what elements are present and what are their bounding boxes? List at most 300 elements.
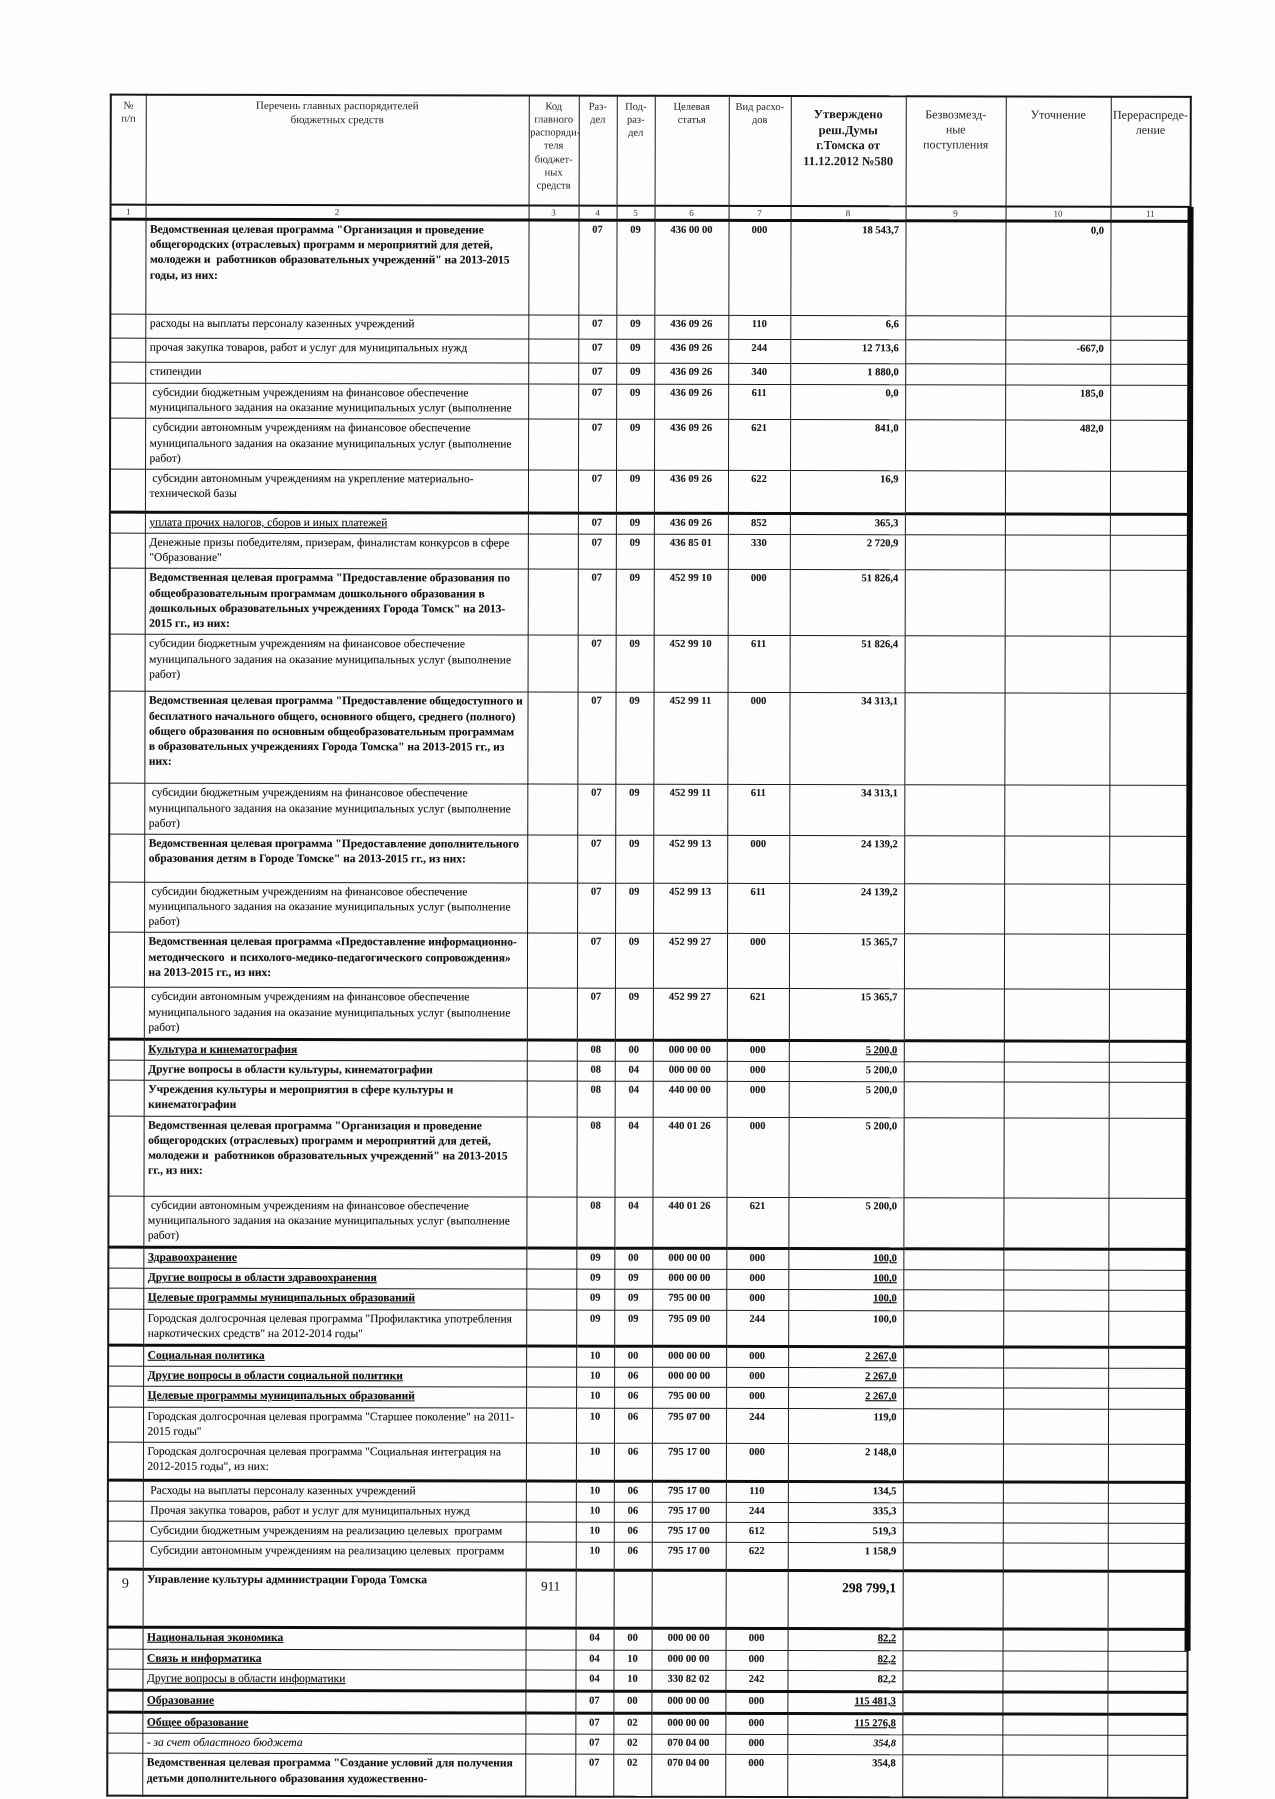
redistribution-cell bbox=[1108, 1347, 1188, 1368]
grbs-code-cell bbox=[526, 1117, 576, 1197]
adjustment-cell bbox=[1004, 934, 1109, 989]
target-article-cell: 452 99 11 bbox=[653, 693, 727, 785]
adjustment-cell bbox=[1003, 1347, 1108, 1368]
expense-name-cell: Расходы на выплаты персоналу казенных учреждений bbox=[143, 1480, 526, 1502]
table-row bbox=[108, 1247, 1188, 1270]
approved-amount-cell: 354,8 bbox=[787, 1735, 902, 1755]
row-number-cell bbox=[109, 1060, 144, 1080]
target-article-cell: 070 04 00 bbox=[651, 1755, 725, 1797]
row-number-cell bbox=[108, 1289, 143, 1309]
target-article-cell: 070 04 00 bbox=[651, 1734, 725, 1754]
podrazdel-cell: 09 bbox=[614, 1269, 652, 1289]
expense-type-cell: 622 bbox=[726, 1543, 788, 1571]
table-row bbox=[109, 988, 1189, 1042]
expense-type-cell: 852 bbox=[728, 513, 790, 534]
redistribution-cell bbox=[1110, 316, 1190, 340]
gratuitous-receipts-cell bbox=[902, 1670, 1002, 1691]
row-number-cell bbox=[107, 1754, 142, 1796]
approved-amount-cell: 15 365,7 bbox=[789, 989, 904, 1041]
podrazdel-cell: 00 bbox=[613, 1691, 651, 1713]
grbs-code-cell bbox=[525, 1754, 575, 1796]
expense-type-cell: 000 bbox=[726, 1270, 788, 1290]
row-number-cell bbox=[108, 1442, 143, 1480]
approved-amount-cell: 5 200,0 bbox=[788, 1197, 903, 1249]
redistribution-cell bbox=[1108, 1630, 1188, 1651]
redistribution-cell bbox=[1110, 221, 1190, 316]
table-row bbox=[108, 1289, 1188, 1311]
approved-amount-cell: 51 826,4 bbox=[790, 570, 905, 636]
expense-name-cell: Субсидии автономным учреждениям на реализацию целевых программ bbox=[143, 1542, 526, 1571]
expense-type-cell: 000 bbox=[726, 1368, 788, 1388]
redistribution-cell bbox=[1109, 836, 1189, 884]
column-header-2: Перечень главных распорядителей бюджетных средств bbox=[146, 95, 529, 206]
expense-name-cell: субсидии бюджетным учреждениям на финансовое обеспечение муниципального задания на оказание муниципальных услуг (выполнение bbox=[145, 383, 528, 419]
redistribution-cell bbox=[1109, 935, 1189, 990]
podrazdel-cell: 06 bbox=[614, 1388, 652, 1408]
razdel-cell: 07 bbox=[577, 883, 615, 934]
podrazdel-cell: 04 bbox=[615, 1081, 653, 1116]
target-article-cell: 452 99 13 bbox=[653, 835, 727, 883]
redistribution-cell bbox=[1107, 1692, 1187, 1714]
redistribution-cell bbox=[1110, 385, 1190, 421]
redistribution-cell bbox=[1107, 1756, 1187, 1798]
grbs-code-cell bbox=[527, 988, 577, 1040]
approved-amount-cell: 5 200,0 bbox=[789, 1062, 904, 1082]
gratuitous-receipts-cell bbox=[905, 385, 1005, 421]
gratuitous-receipts-cell bbox=[903, 1650, 1003, 1670]
grbs-code-cell bbox=[528, 384, 578, 419]
expense-name-cell: Целевые программы муниципальных образований bbox=[143, 1387, 526, 1408]
expense-type-cell: 000 bbox=[726, 1290, 788, 1310]
approved-amount-cell: 34 313,1 bbox=[789, 693, 904, 785]
podrazdel-cell: 09 bbox=[615, 934, 653, 989]
table-row bbox=[108, 1407, 1188, 1445]
expense-name-cell: Культура и кинематография bbox=[144, 1039, 527, 1061]
podrazdel-cell: 10 bbox=[614, 1650, 652, 1670]
column-number-2: 2 bbox=[146, 205, 529, 220]
table-row bbox=[109, 1060, 1189, 1082]
row-number-cell bbox=[110, 469, 145, 512]
table-row bbox=[108, 1541, 1188, 1571]
razdel-cell: 10 bbox=[576, 1522, 614, 1542]
table-row bbox=[108, 1627, 1188, 1650]
podrazdel-cell: 09 bbox=[616, 315, 654, 339]
expense-type-cell: 000 bbox=[727, 835, 789, 883]
expense-type-cell: 000 bbox=[726, 1249, 788, 1270]
adjustment-cell bbox=[1005, 535, 1110, 571]
target-article-cell: 330 82 02 bbox=[651, 1670, 725, 1691]
approved-amount-cell: 2 720,9 bbox=[790, 535, 905, 571]
row-number-cell bbox=[108, 1407, 143, 1442]
column-header-3: Код главного распоряди- теля бюджет- ных средств bbox=[529, 96, 579, 206]
expense-name-cell: Здравоохранение bbox=[143, 1247, 526, 1269]
expense-type-cell: 622 bbox=[728, 470, 790, 513]
grbs-code-cell bbox=[525, 1734, 575, 1754]
redistribution-cell bbox=[1109, 694, 1189, 786]
approved-amount-cell: 82,2 bbox=[788, 1629, 903, 1650]
razdel-cell: 09 bbox=[576, 1310, 614, 1346]
target-article-cell: 795 17 00 bbox=[652, 1502, 726, 1522]
expense-type-cell: 000 bbox=[727, 1062, 789, 1082]
redistribution-cell bbox=[1109, 1062, 1189, 1082]
adjustment-cell bbox=[1003, 1523, 1108, 1543]
expense-name-cell: Другие вопросы в области информатики bbox=[142, 1669, 525, 1691]
razdel-cell: 10 bbox=[576, 1346, 614, 1367]
podrazdel-cell: 04 bbox=[614, 1197, 652, 1249]
redistribution-cell bbox=[1109, 1082, 1189, 1118]
gratuitous-receipts-cell bbox=[902, 1755, 1002, 1797]
redistribution-cell bbox=[1109, 990, 1189, 1042]
grbs-code-cell bbox=[528, 220, 578, 315]
podrazdel-cell: 00 bbox=[614, 1248, 652, 1269]
gratuitous-receipts-cell bbox=[903, 1270, 1003, 1290]
approved-amount-cell: 841,0 bbox=[790, 420, 905, 471]
expense-type-cell: 621 bbox=[726, 1197, 788, 1249]
adjustment-cell bbox=[1004, 989, 1109, 1041]
grbs-code-cell bbox=[526, 1310, 576, 1346]
expense-name-cell: прочая закупка товаров, работ и услуг для муниципальных нужд bbox=[145, 338, 528, 363]
grbs-code-cell bbox=[526, 1289, 576, 1309]
row-number-cell bbox=[110, 219, 145, 314]
adjustment-cell bbox=[1005, 316, 1110, 340]
target-article-cell: 000 00 00 bbox=[652, 1650, 726, 1670]
adjustment-cell bbox=[1003, 1444, 1108, 1482]
razdel-cell: 08 bbox=[577, 1081, 615, 1116]
adjustment-cell: -667,0 bbox=[1005, 340, 1110, 364]
razdel-cell: 07 bbox=[578, 339, 616, 363]
redistribution-cell bbox=[1110, 471, 1190, 514]
gratuitous-receipts-cell bbox=[903, 1290, 1003, 1310]
row-number-cell bbox=[108, 1541, 143, 1569]
expense-name-cell: Прочая закупка товаров, работ и услуг для муниципальных нужд bbox=[143, 1501, 526, 1522]
razdel-cell: 07 bbox=[575, 1713, 613, 1734]
column-header-6: Целевая статья bbox=[655, 96, 729, 206]
podrazdel-cell: 09 bbox=[615, 883, 653, 934]
row-number-cell bbox=[108, 1366, 143, 1386]
redistribution-cell bbox=[1110, 637, 1190, 694]
table-row bbox=[108, 1649, 1188, 1671]
gratuitous-receipts-cell bbox=[905, 340, 1005, 364]
target-article-cell: 436 09 26 bbox=[654, 339, 728, 363]
table-row bbox=[110, 383, 1190, 421]
grbs-code-cell bbox=[526, 1443, 576, 1481]
expense-name-cell: расходы на выплаты персоналу казенных учреждений bbox=[145, 314, 528, 339]
expense-type-cell: 000 bbox=[727, 693, 789, 785]
table-row bbox=[109, 834, 1189, 884]
table-row bbox=[110, 338, 1190, 364]
razdel-cell: 09 bbox=[576, 1248, 614, 1269]
target-article-cell: 000 00 00 bbox=[653, 1040, 727, 1061]
expense-name-cell: субсидии бюджетным учреждениям на финансовое обеспечение муниципального задания на оказание муниципальных услуг (выполнение работ) bbox=[145, 635, 528, 693]
adjustment-cell bbox=[1004, 693, 1109, 785]
gratuitous-receipts-cell bbox=[903, 1197, 1003, 1249]
table-row bbox=[108, 1480, 1188, 1503]
row-number-cell bbox=[109, 692, 144, 784]
expense-name-cell: Социальная политика bbox=[143, 1345, 526, 1367]
razdel-cell: 04 bbox=[575, 1670, 613, 1691]
podrazdel-cell: 09 bbox=[616, 513, 654, 534]
adjustment-cell bbox=[1003, 1482, 1108, 1503]
grbs-code-cell bbox=[528, 315, 578, 339]
expense-type-cell: 110 bbox=[726, 1481, 788, 1502]
expense-type-cell: 242 bbox=[725, 1670, 787, 1691]
approved-amount-cell: 365,3 bbox=[790, 513, 905, 534]
grbs-code-cell bbox=[526, 1408, 576, 1443]
grbs-code-cell bbox=[528, 470, 578, 513]
redistribution-cell bbox=[1109, 1041, 1189, 1062]
target-article-cell: 452 99 10 bbox=[654, 636, 728, 693]
expense-name-cell: стипендии bbox=[145, 362, 528, 384]
razdel-cell: 07 bbox=[575, 1691, 613, 1713]
adjustment-cell bbox=[1003, 1651, 1108, 1671]
gratuitous-receipts-cell bbox=[905, 364, 1005, 385]
redistribution-cell bbox=[1109, 884, 1189, 935]
grbs-code-cell bbox=[528, 513, 578, 534]
redistribution-cell bbox=[1108, 1572, 1188, 1630]
adjustment-cell bbox=[1003, 1198, 1108, 1250]
razdel-cell: 07 bbox=[578, 470, 616, 513]
gratuitous-receipts-cell bbox=[905, 420, 1005, 471]
adjustment-cell bbox=[1005, 514, 1110, 535]
redistribution-cell bbox=[1108, 1291, 1188, 1311]
podrazdel-cell: 09 bbox=[616, 384, 654, 419]
column-header-7: Вид расхо- дов bbox=[729, 96, 791, 206]
razdel-cell: 07 bbox=[578, 384, 616, 419]
grbs-code-cell bbox=[527, 835, 577, 883]
adjustment-cell bbox=[1003, 1503, 1108, 1523]
podrazdel-cell: 02 bbox=[613, 1755, 651, 1797]
adjustment-cell bbox=[1005, 570, 1110, 636]
gratuitous-receipts-cell bbox=[902, 1735, 1002, 1755]
podrazdel-cell: 00 bbox=[614, 1346, 652, 1367]
row-number-cell bbox=[109, 834, 144, 882]
grbs-code-cell bbox=[526, 1542, 576, 1570]
table-row bbox=[107, 1669, 1187, 1692]
target-article-cell: 436 85 01 bbox=[654, 534, 728, 569]
row-number-cell bbox=[108, 1627, 143, 1648]
target-article-cell: 795 17 00 bbox=[652, 1481, 726, 1502]
table-row bbox=[109, 1080, 1189, 1118]
razdel-cell: 04 bbox=[576, 1650, 614, 1670]
row-number-cell bbox=[107, 1669, 142, 1690]
row-number-cell bbox=[109, 784, 144, 835]
gratuitous-receipts-cell bbox=[903, 1368, 1003, 1388]
row-number-cell bbox=[110, 512, 145, 533]
razdel-cell: 08 bbox=[577, 1040, 615, 1061]
gratuitous-receipts-cell bbox=[905, 535, 1005, 571]
razdel-cell: 08 bbox=[576, 1197, 614, 1249]
podrazdel-cell: 09 bbox=[615, 785, 653, 836]
target-article-cell: 436 09 26 bbox=[654, 470, 728, 513]
table-row bbox=[110, 219, 1190, 316]
redistribution-cell bbox=[1110, 535, 1190, 571]
target-article-cell: 000 00 00 bbox=[652, 1270, 726, 1290]
expense-name-cell: Ведомственная целевая программа "Организация и проведение общегородских (отраслевых) программ и мероприятий для детей, молодежи и работников образовательных учреждений" на 2013-2015 годы, из них: bbox=[145, 219, 528, 315]
target-article-cell: 795 17 00 bbox=[652, 1543, 726, 1571]
gratuitous-receipts-cell bbox=[903, 1388, 1003, 1408]
razdel-cell: 07 bbox=[577, 692, 615, 784]
expense-type-cell: 000 bbox=[725, 1755, 787, 1797]
adjustment-cell bbox=[1003, 1543, 1108, 1571]
redistribution-cell bbox=[1107, 1735, 1187, 1755]
table-row bbox=[110, 533, 1190, 571]
grbs-code-cell bbox=[528, 569, 578, 635]
adjustment-cell bbox=[1002, 1735, 1107, 1755]
row-number-cell bbox=[110, 635, 145, 692]
razdel-cell: 10 bbox=[576, 1367, 614, 1387]
table-row bbox=[110, 314, 1190, 340]
podrazdel-cell: 09 bbox=[614, 1310, 652, 1346]
row-number-cell bbox=[107, 1733, 142, 1753]
approved-amount-cell: 2 267,0 bbox=[788, 1347, 903, 1368]
redistribution-cell bbox=[1108, 1368, 1188, 1388]
expense-type-cell: 000 bbox=[725, 1713, 787, 1734]
grbs-code-cell bbox=[526, 1628, 576, 1649]
grbs-code-cell bbox=[526, 1346, 576, 1367]
table-row bbox=[108, 1268, 1188, 1290]
row-number-cell bbox=[108, 1649, 143, 1669]
redistribution-cell bbox=[1108, 1503, 1188, 1523]
row-number-cell bbox=[108, 1521, 143, 1541]
target-article-cell: 795 07 00 bbox=[652, 1408, 726, 1443]
row-number-cell bbox=[108, 1196, 143, 1248]
grbs-code-cell bbox=[526, 1197, 576, 1249]
table-row bbox=[108, 1196, 1188, 1250]
grbs-code-cell bbox=[526, 1481, 576, 1502]
expense-name-cell: Учреждения культуры и мероприятия в сфере культуры и кинематографии bbox=[144, 1080, 527, 1116]
target-article-cell: 000 00 00 bbox=[652, 1346, 726, 1367]
expense-type-cell: 000 bbox=[728, 220, 790, 315]
razdel-cell: 07 bbox=[578, 635, 616, 692]
adjustment-cell bbox=[1002, 1714, 1107, 1735]
target-article-cell: 436 09 26 bbox=[654, 420, 728, 471]
podrazdel-cell: 09 bbox=[615, 835, 653, 883]
adjustment-cell bbox=[1003, 1249, 1108, 1270]
approved-amount-cell: 82,2 bbox=[788, 1650, 903, 1670]
target-article-cell: 795 00 00 bbox=[652, 1388, 726, 1408]
column-number-1: 1 bbox=[111, 205, 146, 220]
gratuitous-receipts-cell bbox=[905, 471, 1005, 514]
adjustment-cell: 0,0 bbox=[1005, 221, 1110, 316]
gratuitous-receipts-cell bbox=[903, 1310, 1003, 1347]
table-row bbox=[108, 1442, 1188, 1482]
expense-name-cell: - за счет областного бюджета bbox=[142, 1733, 525, 1754]
redistribution-cell bbox=[1108, 1409, 1188, 1445]
razdel-cell: 10 bbox=[576, 1542, 614, 1570]
redistribution-cell bbox=[1108, 1651, 1188, 1671]
gratuitous-receipts-cell bbox=[904, 1062, 1004, 1082]
approved-amount-cell: 24 139,2 bbox=[789, 883, 904, 934]
target-article-cell: 436 09 26 bbox=[654, 513, 728, 534]
expense-type-cell: 000 bbox=[727, 1082, 789, 1117]
table-row bbox=[107, 1712, 1187, 1735]
row-number-cell bbox=[108, 1247, 143, 1268]
expense-type-cell: 611 bbox=[727, 785, 789, 836]
gratuitous-receipts-cell bbox=[904, 1041, 1004, 1062]
razdel-cell: 10 bbox=[576, 1502, 614, 1522]
table-row bbox=[110, 418, 1190, 471]
expense-type-cell: 000 bbox=[726, 1388, 788, 1408]
grbs-code-cell bbox=[526, 1269, 576, 1289]
podrazdel-cell: 09 bbox=[616, 220, 654, 315]
expense-type-cell: 611 bbox=[728, 636, 790, 693]
gratuitous-receipts-cell bbox=[903, 1523, 1003, 1543]
target-article-cell bbox=[652, 1571, 726, 1629]
column-header-5: Под- раз- дел bbox=[617, 96, 655, 206]
column-number-6: 6 bbox=[655, 206, 729, 221]
table-row bbox=[108, 1345, 1188, 1368]
table-row bbox=[107, 1690, 1187, 1714]
target-article-cell: 436 09 26 bbox=[654, 384, 728, 419]
approved-amount-cell: 15 365,7 bbox=[789, 934, 904, 989]
approved-amount-cell: 82,2 bbox=[787, 1670, 902, 1691]
razdel-cell: 10 bbox=[576, 1443, 614, 1481]
approved-amount-cell: 2 148,0 bbox=[788, 1443, 903, 1481]
table-row bbox=[107, 1754, 1187, 1798]
razdel-cell: 07 bbox=[578, 419, 616, 470]
gratuitous-receipts-cell bbox=[902, 1692, 1002, 1714]
redistribution-cell bbox=[1110, 421, 1190, 472]
adjustment-cell bbox=[1003, 1311, 1108, 1348]
target-article-cell: 452 99 27 bbox=[653, 989, 727, 1041]
adjustment-cell bbox=[1003, 1388, 1108, 1408]
expense-type-cell: 000 bbox=[726, 1650, 788, 1670]
row-number-cell bbox=[110, 383, 145, 418]
grbs-code-cell bbox=[528, 635, 578, 692]
grbs-code-cell bbox=[525, 1713, 575, 1734]
target-article-cell: 795 09 00 bbox=[652, 1310, 726, 1346]
gratuitous-receipts-cell bbox=[904, 989, 1004, 1041]
row-number-cell bbox=[107, 1690, 142, 1712]
redistribution-cell bbox=[1108, 1389, 1188, 1409]
table-row bbox=[107, 1733, 1187, 1755]
adjustment-cell bbox=[1004, 1041, 1109, 1062]
razdel-cell: 07 bbox=[578, 315, 616, 339]
column-header-9: Безвозмезд- ные поступления bbox=[906, 96, 1006, 206]
razdel-cell: 10 bbox=[576, 1408, 614, 1443]
target-article-cell: 452 99 27 bbox=[653, 934, 727, 989]
razdel-cell: 07 bbox=[578, 220, 616, 315]
table-row bbox=[110, 512, 1190, 535]
target-article-cell: 452 99 13 bbox=[653, 883, 727, 934]
podrazdel-cell: 09 bbox=[616, 636, 654, 693]
gratuitous-receipts-cell bbox=[905, 221, 1005, 316]
approved-amount-cell: 18 543,7 bbox=[790, 221, 905, 316]
expense-type-cell: 340 bbox=[728, 363, 790, 384]
expense-type-cell: 000 bbox=[727, 1040, 789, 1061]
approved-amount-cell: 1 158,9 bbox=[788, 1543, 903, 1571]
expense-name-cell: Ведомственная целевая программа "Предоставление образования по общеобразовательным программам дошкольного образования в дошкольных образовательных учреждениях Города Томск" на 2013-2015 гг., из них: bbox=[145, 569, 528, 636]
column-number-9: 9 bbox=[906, 206, 1006, 221]
row-number-cell bbox=[108, 1501, 143, 1521]
expense-type-cell: 244 bbox=[726, 1502, 788, 1522]
gratuitous-receipts-cell bbox=[902, 1714, 1002, 1735]
approved-amount-cell: 100,0 bbox=[788, 1290, 903, 1310]
row-number-cell: 9 bbox=[108, 1569, 143, 1627]
approved-amount-cell: 24 139,2 bbox=[789, 835, 904, 883]
target-article-cell: 436 09 26 bbox=[654, 315, 728, 339]
approved-amount-cell: 119,0 bbox=[788, 1408, 903, 1444]
expense-name-cell: субсидии автономным учреждениям на финансовое обеспечение муниципального задания на оказание муниципальных услуг (выполнение работ) bbox=[143, 1196, 526, 1248]
target-article-cell: 000 00 00 bbox=[652, 1248, 726, 1269]
approved-amount-cell: 2 267,0 bbox=[788, 1368, 903, 1388]
razdel-cell: 08 bbox=[576, 1117, 614, 1197]
gratuitous-receipts-cell bbox=[903, 1543, 1003, 1571]
row-number-cell bbox=[110, 338, 145, 362]
grbs-code-cell bbox=[526, 1650, 576, 1670]
approved-amount-cell: 51 826,4 bbox=[790, 636, 905, 693]
target-article-cell: 000 00 00 bbox=[653, 1061, 727, 1081]
